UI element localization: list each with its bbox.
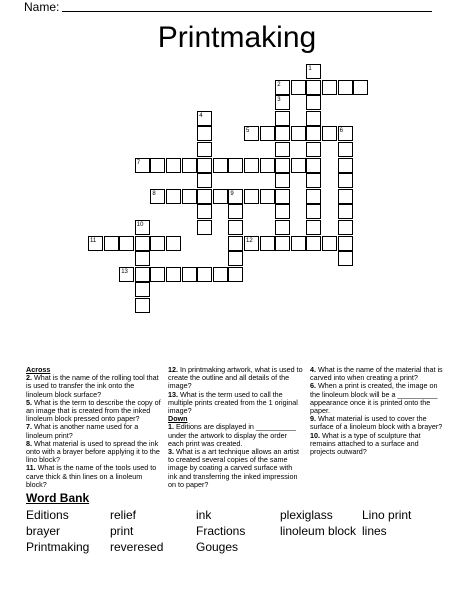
grid-cell[interactable]: [197, 111, 212, 126]
across-clue: 12. In printmaking artwork, what is used to create the outline and all details of the image?: [168, 365, 303, 391]
clue-number: 11: [90, 237, 97, 244]
word-bank-item: reveresed: [110, 540, 164, 554]
clue-number: 12: [246, 237, 253, 244]
grid-cell[interactable]: [150, 158, 165, 173]
grid-cell[interactable]: [306, 142, 321, 157]
grid-cell[interactable]: [150, 236, 165, 251]
clue-number: 4: [199, 112, 203, 119]
clue-number: 1: [308, 66, 312, 72]
grid-cell[interactable]: [260, 158, 275, 173]
grid-cell[interactable]: [306, 111, 321, 126]
page-title: Printmaking: [157, 21, 317, 54]
grid-cell[interactable]: [104, 236, 119, 251]
grid-cell[interactable]: [197, 267, 212, 282]
clue-column-2: [168, 366, 303, 489]
word-bank-item: brayer: [26, 524, 61, 538]
grid-cell[interactable]: [275, 80, 290, 95]
grid-cell[interactable]: [166, 189, 181, 204]
grid-cell[interactable]: [197, 189, 212, 204]
grid-cell[interactable]: [135, 298, 150, 313]
word-bank-title: Word Bank: [26, 491, 90, 505]
grid-cell[interactable]: [228, 236, 243, 251]
grid-cell[interactable]: [322, 236, 337, 251]
clue-number: 2: [277, 81, 281, 88]
grid-cell[interactable]: [338, 189, 353, 204]
grid-cell[interactable]: [228, 220, 243, 235]
grid-cell[interactable]: [338, 158, 353, 173]
grid-cell[interactable]: [338, 173, 353, 188]
grid-cell[interactable]: [244, 126, 259, 141]
across-clue: 2. What is the name of the rolling tool that is used to transfer the ink onto the linoleum block surface?: [26, 373, 159, 399]
grid-cell[interactable]: [182, 267, 197, 282]
word-bank-item: Lino print: [362, 508, 412, 522]
grid-cell[interactable]: [228, 158, 243, 173]
grid-cell[interactable]: [291, 158, 306, 173]
grid-cell[interactable]: [338, 142, 353, 157]
grid-cell[interactable]: [306, 220, 321, 235]
grid-cell[interactable]: [306, 173, 321, 188]
grid-cell[interactable]: [197, 173, 212, 188]
grid-cell[interactable]: [213, 267, 228, 282]
across-clue: 7. What is another name used for a linoleum print?: [26, 422, 139, 440]
grid-cell[interactable]: [135, 267, 150, 282]
clue-number: 13: [121, 268, 128, 275]
across-clue: 11. What is the name of the tools used to carve thick & thin lines on a linoleum block?: [26, 463, 157, 489]
word-bank-item: ink: [196, 508, 212, 522]
word-bank-item: plexiglass: [280, 508, 333, 522]
grid-cell[interactable]: [88, 236, 103, 251]
clue-number: 8: [152, 190, 156, 197]
grid-cell[interactable]: [213, 158, 228, 173]
word-bank-item: Gouges: [196, 540, 239, 554]
grid-cell[interactable]: [275, 111, 290, 126]
grid-cell[interactable]: [228, 204, 243, 219]
grid-cell[interactable]: [291, 80, 306, 95]
grid-cell[interactable]: [228, 189, 243, 204]
across-clue: 13. What is the term used to call the multiple prints created from the 1 original image?: [168, 389, 298, 416]
grid-cell[interactable]: [306, 204, 321, 219]
grid-cell[interactable]: [119, 236, 134, 251]
grid-cell[interactable]: [338, 126, 353, 141]
grid-cell[interactable]: [197, 204, 212, 219]
grid-cell[interactable]: [275, 95, 290, 110]
grid-cell[interactable]: [135, 251, 150, 266]
grid-cell[interactable]: [135, 220, 150, 235]
grid-cell[interactable]: [275, 142, 290, 157]
grid-cell[interactable]: [291, 126, 306, 141]
grid-cell[interactable]: [306, 236, 321, 251]
grid-cell[interactable]: [135, 236, 150, 251]
grid-cell[interactable]: [135, 282, 150, 297]
down-clue: 6. When a print is created, the image on the linoleum block will be a __________ appearance once it is printed onto the paper.: [310, 381, 438, 416]
grid-cell[interactable]: [150, 267, 165, 282]
grid-cell[interactable]: [275, 204, 290, 219]
clue-column-1: [26, 366, 161, 489]
grid-cell[interactable]: [306, 95, 321, 110]
clue-number: 7: [136, 159, 141, 166]
grid-cell[interactable]: [338, 251, 353, 266]
grid-cell[interactable]: [338, 204, 353, 219]
clue-number: 10: [136, 222, 144, 228]
grid-cell[interactable]: [182, 158, 197, 173]
grid-cell[interactable]: [322, 80, 337, 95]
grid-cell[interactable]: [166, 267, 181, 282]
grid-cell[interactable]: [338, 220, 353, 235]
word-bank-item: lines: [362, 524, 387, 538]
grid-cell[interactable]: [228, 251, 243, 266]
grid-cell[interactable]: [228, 267, 243, 282]
grid-cell[interactable]: [291, 236, 306, 251]
grid-cell[interactable]: [197, 126, 212, 141]
grid-cell[interactable]: [353, 80, 368, 95]
word-bank-item: Fractions: [196, 524, 246, 538]
grid-cell[interactable]: [244, 189, 259, 204]
grid-cell[interactable]: [150, 189, 165, 204]
clue-number: 3: [277, 97, 281, 104]
grid-cell[interactable]: [197, 142, 212, 157]
grid-cell[interactable]: [244, 236, 259, 251]
clue-number: 6: [339, 128, 343, 135]
clue-column-3: [310, 366, 445, 456]
grid-cell[interactable]: [275, 158, 290, 173]
word-bank-item: Editions: [26, 508, 69, 522]
name-label: Name:: [24, 0, 60, 14]
grid-cell[interactable]: [260, 189, 275, 204]
grid-cell[interactable]: [260, 126, 275, 141]
grid-cell[interactable]: [275, 126, 290, 141]
grid-cell[interactable]: [213, 189, 228, 204]
word-bank-item: linoleum block: [280, 524, 357, 538]
word-bank-item: print: [110, 524, 134, 538]
down-clue: 4. What is the name of the material that is carved into when creating a print?: [310, 365, 443, 383]
grid-cell[interactable]: [182, 189, 197, 204]
grid-cell[interactable]: [275, 236, 290, 251]
grid-cell[interactable]: [306, 64, 321, 79]
down-heading: Down: [168, 414, 188, 424]
grid-cell[interactable]: [197, 220, 212, 235]
down-clue: 1. Editions are displayed in __________ under the artwork to display the order each print was created.: [168, 422, 296, 448]
down-clue: 10. What is a type of sculpture that remains attached to a surface and projects outward?: [310, 430, 421, 457]
grid-cell[interactable]: [119, 267, 134, 282]
across-clue: 8. What material is used to spread the ink onto with a brayer before applying it to the lino block?: [26, 438, 160, 465]
grid-cell[interactable]: [322, 126, 337, 141]
clue-number: 5: [246, 128, 250, 135]
grid-cell[interactable]: [275, 173, 290, 188]
grid-cell[interactable]: [275, 189, 290, 204]
grid-cell[interactable]: [197, 158, 212, 173]
across-heading: Across: [26, 365, 51, 374]
grid-cell[interactable]: [260, 236, 275, 251]
grid-cell[interactable]: [306, 158, 321, 173]
grid-cell[interactable]: [275, 220, 290, 235]
grid-cell[interactable]: [306, 80, 321, 95]
word-bank-item: relief: [110, 508, 137, 522]
grid-cell[interactable]: [338, 80, 353, 95]
grid-cell[interactable]: [166, 236, 181, 251]
across-clue: 5. What is the term to describe the copy of an image that is created from the inked linoleum block pressed onto paper?: [26, 397, 161, 424]
grid-cell[interactable]: [306, 126, 321, 141]
word-bank-item: Printmaking: [26, 540, 90, 554]
grid-cell[interactable]: [166, 158, 181, 173]
down-clue: 9. What material is used to cover the surface of a linoleum block with a brayer?: [310, 414, 443, 432]
clue-number: 9: [230, 190, 234, 197]
grid-cell[interactable]: [338, 236, 353, 251]
down-clue: 3. What is a art technique allows an artist to created several copies of the same image by coating a carved surface with ink and transferring the inked impression on to paper?: [168, 447, 300, 489]
grid-cell[interactable]: [135, 158, 150, 173]
grid-cell[interactable]: [244, 158, 259, 173]
grid-cell[interactable]: [306, 189, 321, 204]
